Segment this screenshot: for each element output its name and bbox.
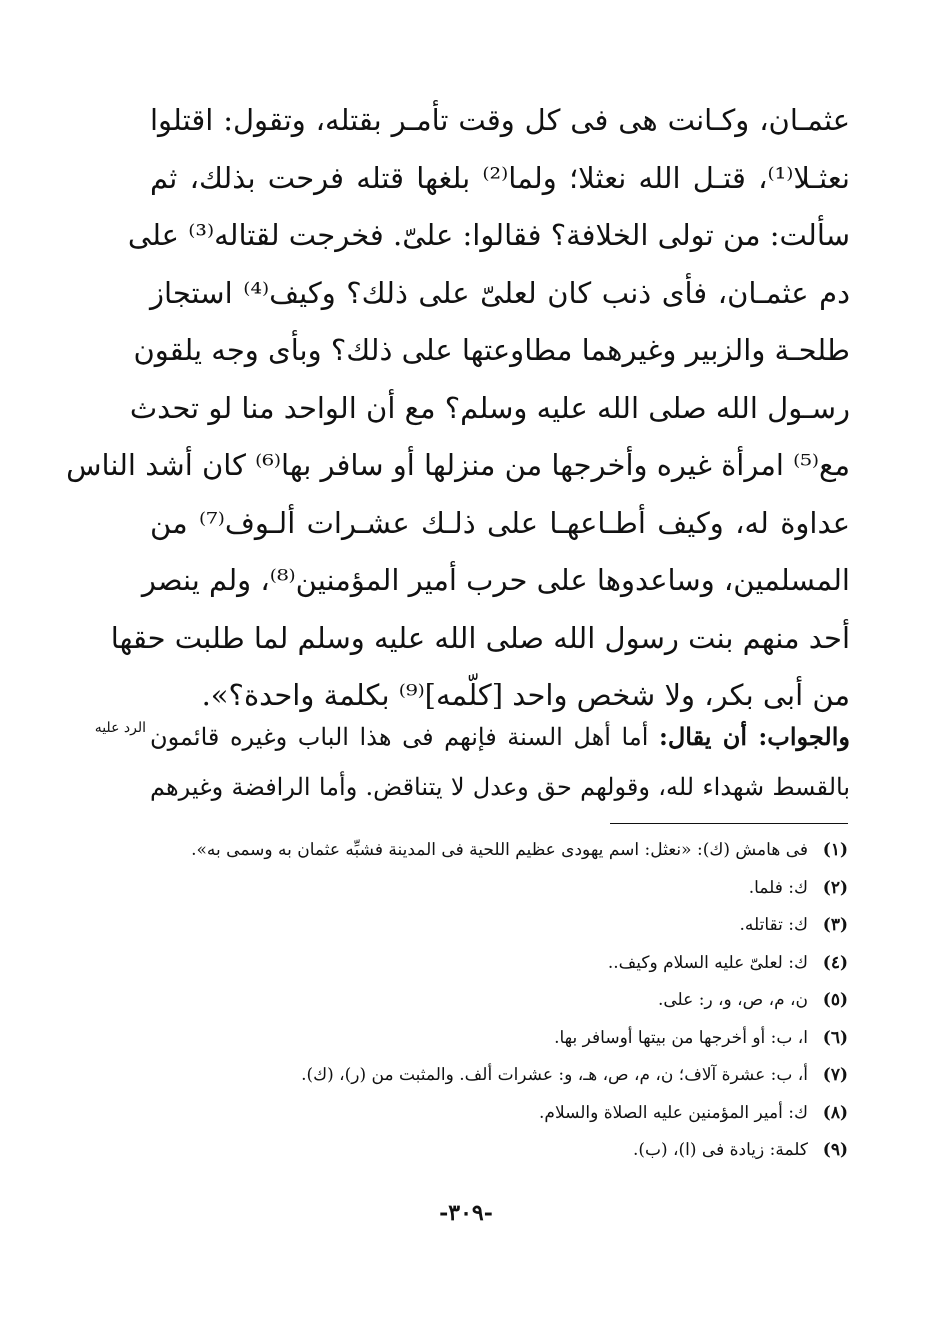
text-line: رسـول الله صلى الله عليه وسلم؟ مع أن الواحد منا لو تحدث (129, 390, 850, 425)
footnote-item (150, 1095, 848, 1133)
text-line: أحد منهم بنت رسول الله صلى الله عليه وسلم لما طلبت حقها (110, 620, 850, 655)
footnote-number: (٩) (822, 1140, 848, 1160)
answer-line-1 (150, 712, 850, 762)
page-number: -٣٠٩- (439, 1200, 493, 1226)
text-line: عثمـان، وكـانت هى فى كل وقت تأمـر بقتله، وتقول: اقتلوا (150, 103, 850, 137)
text-line: طلحـة والزبير وغيرهما مطاوعتها على ذلك؟ وبأى وجه يلقون (133, 333, 850, 367)
footnote-number: (٧) (822, 1065, 848, 1085)
footnote-text: فى هامش (ك): «نعثل: اسم يهودى عظيم اللحية فى المدينة فشبِّه عثمان به وسمى به». (191, 840, 808, 860)
footnote-item (150, 1057, 848, 1095)
text-line: عداوة له، وكيف أطـاعهـا على ذلـك عشـرات ألـوف⁽⁷⁾ من (150, 505, 850, 540)
footnote-number: (٣) (822, 915, 848, 935)
footnote-divider (610, 823, 848, 824)
answer-paragraph (150, 712, 850, 812)
footnote-number: (٦) (822, 1027, 848, 1048)
main-paragraph (66, 92, 850, 725)
footnote-text: ا، ب: أو أخرجها من بيتها أوسافر بها. (554, 1027, 808, 1048)
answer-lead: والجواب: أن يقال: (659, 722, 850, 751)
text-line: نعثـلا⁽¹⁾، قتـل الله نعثلا؛ ولما⁽²⁾ بلغها قتله فرحت بذلك، ثم (150, 160, 850, 195)
margin-note: الرد عليه (94, 720, 146, 736)
footnote-item (150, 945, 848, 983)
text-line: سألت: من تولى الخلافة؟ فقالوا: علىّ. فخرجت لقتاله⁽³⁾ على (127, 218, 850, 252)
footnote-number: (٤) (822, 952, 848, 973)
footnote-text: كلمة: زيادة فى (ا)، (ب). (632, 1140, 808, 1160)
text-line: مع⁽⁵⁾ امرأة غيره وأخرجها من منزلها أو سافر بها⁽⁶⁾ كان أشد الناس (66, 448, 850, 482)
footnote-item (150, 832, 848, 870)
footnote-text: ن، م، ص، و، ر: على. (657, 990, 808, 1010)
footnote-item (150, 907, 848, 945)
footnote-item (150, 1020, 848, 1058)
footnote-text: ك: تقاتله. (739, 915, 808, 935)
footnote-number: (٥) (822, 990, 848, 1010)
footnote-item (150, 982, 848, 1020)
footnote-item (150, 870, 848, 908)
text-line: من أبى بكر، ولا شخص واحد [كلّمه]⁽⁹⁾ بكلمة واحدة؟». (201, 678, 850, 712)
footnote-text: ك: أمير المؤمنين عليه الصلاة والسلام. (539, 1102, 808, 1123)
answer-line-2: بالقسط شهداء لله، وقولهم حق وعدل لا يتناقض. وأما الرافضة وغيرهم (150, 773, 850, 801)
answer-text: أما أهل السنة فإنهم فى هذا الباب وغيره قائمون (150, 723, 659, 751)
text-line: المسلمين، وساعدوها على حرب أمير المؤمنين⁽⁸⁾، ولم ينصر (141, 563, 850, 597)
footnote-number: (٨) (822, 1102, 848, 1123)
footnote-number: (٢) (822, 877, 848, 898)
footnote-text: ك: فلما. (748, 877, 808, 898)
footnote-text: ك: لعلىّ عليه السلام وكيف.. (607, 952, 808, 973)
footnote-text: أ، ب: عشرة آلاف؛ ن، م، ص، هـ، و: عشرات ألف. والمثبت من (ر)، (ك). (301, 1065, 808, 1085)
footnote-number: (١) (822, 840, 848, 860)
text-line: دم عثمـان، فأى ذنب كان لعلىّ على ذلك؟ وكيف⁽⁴⁾ استجاز (150, 275, 850, 310)
footnotes-list (150, 832, 848, 1170)
footnote-item (150, 1132, 848, 1170)
